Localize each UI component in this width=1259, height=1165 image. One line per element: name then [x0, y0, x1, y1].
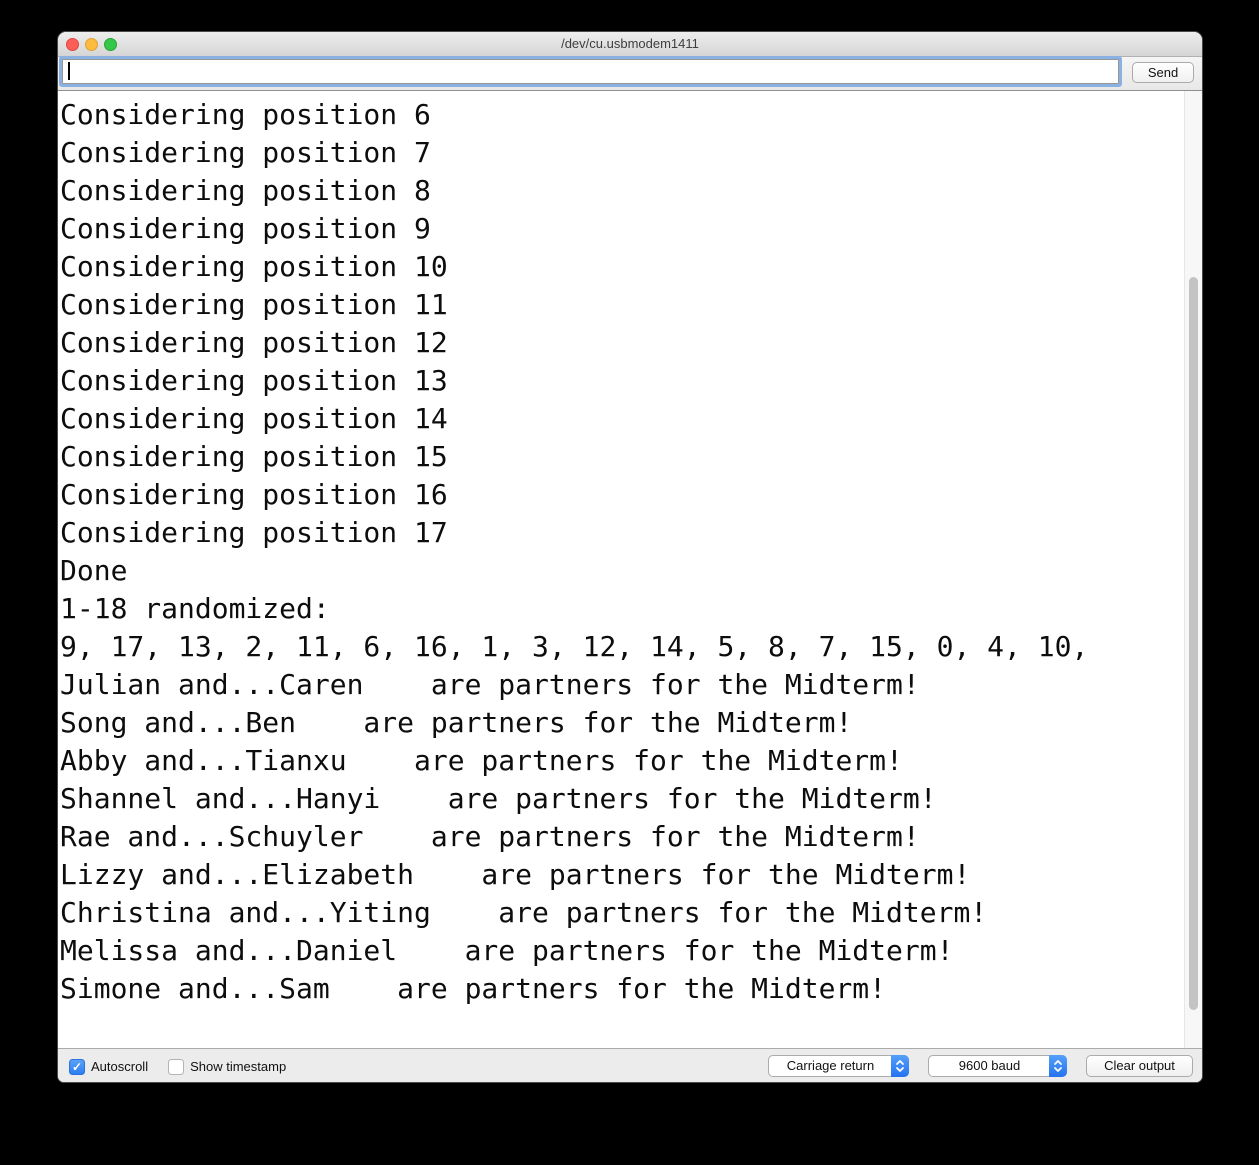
serial-output-area[interactable] — [58, 90, 1202, 1048]
show-timestamp-checkbox[interactable] — [168, 1059, 184, 1075]
console-line: Considering position 9 — [60, 212, 431, 245]
console-line: Melissa and...Daniel are partners for the Midterm! — [60, 934, 954, 967]
console-line: 9, 17, 13, 2, 11, 6, 16, 1, 3, 12, 14, 5, 8, 7, 15, 0, 4, 10, — [60, 630, 1089, 663]
console-line: Considering position 8 — [60, 174, 431, 207]
serial-output-text — [60, 96, 1182, 1008]
titlebar[interactable] — [58, 32, 1202, 57]
console-line: Julian and...Caren are partners for the Midterm! — [60, 668, 920, 701]
console-line: Considering position 11 — [60, 288, 448, 321]
line-ending-value: Carriage return — [786, 1058, 875, 1073]
baud-rate-dropdown[interactable] — [928, 1055, 1067, 1077]
send-button[interactable]: Send — [1132, 62, 1194, 83]
console-line: 1-18 randomized: — [60, 592, 330, 625]
text-caret — [68, 62, 70, 80]
console-line: Considering position 15 — [60, 440, 448, 473]
console-line: Considering position 6 — [60, 98, 431, 131]
console-line: Considering position 10 — [60, 250, 448, 283]
line-ending-dropdown[interactable] — [768, 1055, 909, 1077]
console-line: Rae and...Schuyler are partners for the Midterm! — [60, 820, 920, 853]
console-line: Abby and...Tianxu are partners for the Midterm! — [60, 744, 903, 777]
statusbar — [58, 1048, 1202, 1083]
clear-output-button[interactable]: Clear output — [1086, 1055, 1193, 1077]
scrollbar-track[interactable] — [1184, 91, 1202, 1048]
baud-rate-value: 9600 baud — [958, 1058, 1021, 1073]
console-line: Simone and...Sam are partners for the Midterm! — [60, 972, 887, 1005]
console-line: Considering position 12 — [60, 326, 448, 359]
console-line: Song and...Ben are partners for the Midterm! — [60, 706, 853, 739]
console-line: Done — [60, 554, 128, 587]
serial-send-input[interactable] — [62, 59, 1119, 84]
console-line: Considering position 17 — [60, 516, 448, 549]
console-line: Lizzy and...Elizabeth are partners for the Midterm! — [60, 858, 971, 891]
chevron-up-down-icon — [891, 1055, 909, 1077]
scrollbar-thumb[interactable] — [1189, 277, 1198, 1010]
console-line: Considering position 7 — [60, 136, 431, 169]
console-line: Shannel and...Hanyi are partners for the Midterm! — [60, 782, 937, 815]
autoscroll-checkbox[interactable] — [69, 1059, 85, 1075]
checkmark-icon: ✓ — [71, 1059, 83, 1074]
console-line: Considering position 16 — [60, 478, 448, 511]
autoscroll-label: Autoscroll — [91, 1059, 149, 1074]
serial-monitor-window — [57, 31, 1203, 1083]
window-title: /dev/cu.usbmodem1411 — [561, 36, 699, 51]
console-line: Considering position 13 — [60, 364, 448, 397]
console-line: Christina and...Yiting are partners for the Midterm! — [60, 896, 988, 929]
toolbar — [58, 57, 1202, 90]
show-timestamp-label: Show timestamp — [190, 1059, 287, 1074]
chevron-up-down-icon — [1049, 1055, 1067, 1077]
console-line: Considering position 14 — [60, 402, 448, 435]
